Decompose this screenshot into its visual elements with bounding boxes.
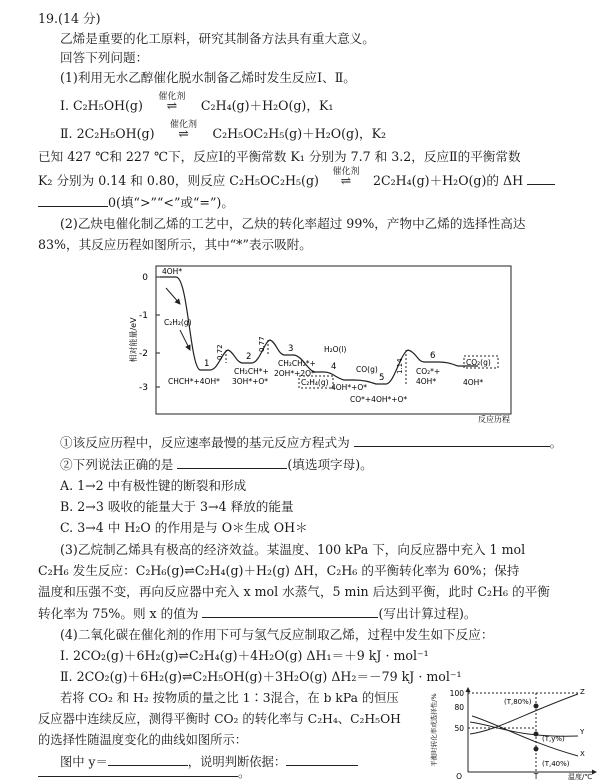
option-b: B. 2→3 吸收的能量大于 3→4 释放的能量	[60, 499, 294, 514]
part4-line5: 反应器中连续反应，测得平衡时 CO₂ 的转化率与 C₂H₄、C₂H₅OH	[38, 712, 401, 726]
part1-lead: (1)利用无水乙醇催化脱水制备乙烯时发生反应Ⅰ、Ⅱ。	[60, 70, 356, 85]
barrier-label: 0.77	[258, 336, 266, 352]
part4-line8	[38, 766, 251, 780]
part4-line4: 若将 CO₂ 和 H₂ 按物质的量之比 1∶3混合，在 b kPa 的恒压	[60, 691, 399, 705]
y-tick: 0	[142, 273, 148, 283]
q2-text: ②下列说法正确的是	[60, 457, 174, 472]
point-label: (T,80%)	[504, 698, 532, 706]
part2-lead-a: (2)乙炔电催化制乙烯的工艺中，乙炔的转化率超过 99%，产物中乙烯的选择性高达	[60, 216, 526, 231]
energy-profile-figure	[118, 262, 518, 424]
species-label: C₂H₄(g)	[301, 378, 329, 387]
option-c: C. 3→4 中 H₂O 的作用是与 O＊生成 OH＊	[60, 520, 308, 535]
curve-label: Y	[580, 728, 585, 736]
barrier-label: 1.14	[396, 358, 404, 374]
species-label: 4OH*	[463, 378, 484, 387]
origin-label: O	[456, 772, 462, 780]
q2-end: (填选项字母)。	[287, 457, 373, 472]
species-label: 4OH*	[162, 267, 183, 276]
species-label: 3OH*+O*	[232, 377, 269, 386]
t-label: T	[533, 772, 539, 780]
species-label: CO₂(g)	[466, 358, 491, 367]
known-line-b	[38, 167, 555, 190]
x-axis-label: 温度/℃	[568, 773, 593, 780]
species-label: CO*+4OH*+O*	[350, 395, 408, 404]
species-label: 4OH*	[416, 377, 437, 386]
p4-l7b: ，说明判断依据：	[187, 755, 287, 769]
answer-blank[interactable]	[354, 433, 550, 447]
p4-l7a: 图中 y＝	[60, 755, 108, 769]
p4-l8-end: 。	[238, 765, 251, 780]
part4-line1: (4)二氧化碳在催化剂的作用下可与氢气反应制取乙烯，过程中发生如下反应：	[60, 627, 494, 642]
known-c-text: 0(填“>”“<”或“=”)。	[108, 195, 234, 210]
option-a: A. 1→2 中有极性键的断裂和形成	[60, 478, 247, 493]
part3-line3: 温度和压强不变，再向反应器中充入 x mol 水蒸气，5 min 后达到平衡，此时 C₂H₆ 的平衡	[38, 584, 550, 599]
reaction-1-left: Ⅰ. C₂H₅OH(g)	[60, 98, 143, 113]
part4-line6: 的选择性随温度变化的曲线如图所示：	[38, 733, 248, 747]
reaction-2-left: Ⅱ. 2C₂H₅OH(g)	[60, 126, 155, 141]
point-label: (T,y%)	[542, 735, 565, 743]
energy-profile-chart	[118, 262, 518, 424]
known-line-a: 已知 427 ℃和 227 ℃下，反应Ⅰ的平衡常数 K₁ 分别为 7.7 和 3.2，反应Ⅱ的平衡常数	[38, 149, 521, 164]
step-number: 3	[288, 344, 294, 354]
known-b-part2: 2C₂H₄(g)＋H₂O(g)的 ΔH	[372, 173, 524, 188]
answer-blank[interactable]	[202, 604, 378, 618]
answer-blank[interactable]	[38, 193, 108, 207]
selectivity-chart	[428, 686, 600, 780]
selectivity-figure	[428, 686, 600, 780]
reaction-2	[60, 120, 387, 143]
part4-reaction1: Ⅰ. 2CO₂(g)＋6H₂(g)⇌C₂H₄(g)＋4H₂O(g) ΔH₁＝＋9 kJ · mol⁻¹	[60, 648, 429, 663]
part3-line4	[38, 604, 476, 623]
catalyst-label: 催化剂	[169, 120, 197, 130]
part2-q2	[60, 455, 373, 474]
point-label: (T,40%)	[542, 760, 570, 768]
catalyst-label: 催化剂	[158, 92, 186, 102]
eq-arrow: 催化剂 ⇌	[319, 172, 373, 190]
species-label: C₂H₂(g)	[164, 318, 192, 327]
part3-line1: (3)乙烷制乙烯具有极高的经济效益。某温度、100 kPa 下，向反应器中充入 1 mol	[60, 542, 526, 557]
prompt-text: 回答下列问题：	[60, 50, 149, 65]
y-tick: 50	[454, 724, 464, 733]
reaction-1-right: C₂H₄(g)＋H₂O(g)，K₁	[200, 98, 334, 113]
x-axis-label: 反应历程	[478, 415, 510, 424]
y-axis-label: 平衡时转化率或选择性/%	[430, 693, 438, 767]
intro-text: 乙烯是重要的化工原料，研究其制备方法具有重大意义。	[60, 31, 375, 46]
part3-line2: C₂H₆ 发生反应：C₂H₆(g)⇌C₂H₄(g)＋H₂(g) ΔH，C₂H₆ 的平衡转化率为 60%；保持	[38, 563, 520, 578]
species-label: CHCH*+4OH*	[168, 377, 220, 386]
step-number: 5	[379, 373, 385, 383]
species-label: CO(g)	[356, 365, 378, 374]
reaction-1	[60, 92, 334, 115]
q1-end: 。	[549, 435, 563, 450]
known-b-part1: K₂ 分别为 0.14 和 0.80，则反应 C₂H₅OC₂H₅(g)	[38, 173, 319, 188]
y-tick: -3	[139, 383, 148, 393]
species-label: H₂O(l)	[324, 345, 347, 354]
y-tick: -2	[139, 349, 148, 359]
curve-label: X	[580, 750, 585, 758]
step-number: 2	[246, 352, 252, 362]
part2-lead-b: 83%，其反应历程如图所示，其中“*”表示吸附。	[38, 237, 312, 252]
y-tick: 80	[454, 703, 464, 712]
curve-label: Z	[580, 688, 585, 696]
answer-blank[interactable]	[286, 752, 358, 766]
step-number: 6	[430, 351, 436, 361]
answer-blank[interactable]	[527, 171, 555, 185]
species-label: CH₂CH*+	[234, 367, 269, 376]
step-number: 4	[331, 362, 337, 372]
answer-blank[interactable]	[108, 752, 188, 766]
answer-blank[interactable]	[38, 766, 238, 777]
species-label: 4OH*+O*	[331, 383, 368, 392]
species-label: 2OH*+2O*	[274, 369, 315, 378]
y-tick: -1	[139, 311, 148, 321]
catalyst-label: 催化剂	[332, 167, 360, 177]
eq-arrow: 催化剂 ⇌	[143, 97, 201, 115]
part4-reaction2: Ⅱ. 2CO₂(g)＋6H₂(g)⇌C₂H₅OH(g)＋3H₂O(g) ΔH₂＝－79 kJ · mol⁻¹	[60, 669, 462, 684]
eq-arrow: 催化剂 ⇌	[155, 125, 213, 143]
q1-text: ①该反应历程中，反应速率最慢的基元反应方程式为	[60, 435, 350, 450]
y-tick: 100	[449, 689, 464, 698]
known-line-c	[38, 193, 234, 212]
species-label: CH₂CH₂*+	[278, 359, 316, 368]
y-axis-label: 相对能量/eV	[129, 317, 138, 363]
step-number: 1	[204, 359, 210, 369]
part2-q1	[60, 433, 562, 452]
question-number: 19.(14 分)	[38, 11, 101, 26]
p3-l4-text: 转化率为 75%。则 x 的值为	[38, 606, 199, 621]
species-label: CO₂*+	[416, 367, 441, 376]
p3-l4-end: (写出计算过程)。	[378, 606, 477, 621]
answer-blank[interactable]	[177, 455, 287, 469]
barrier-label: 0.72	[216, 344, 224, 360]
reaction-2-right: C₂H₅OC₂H₅(g)＋H₂O(g)，K₂	[212, 126, 387, 141]
